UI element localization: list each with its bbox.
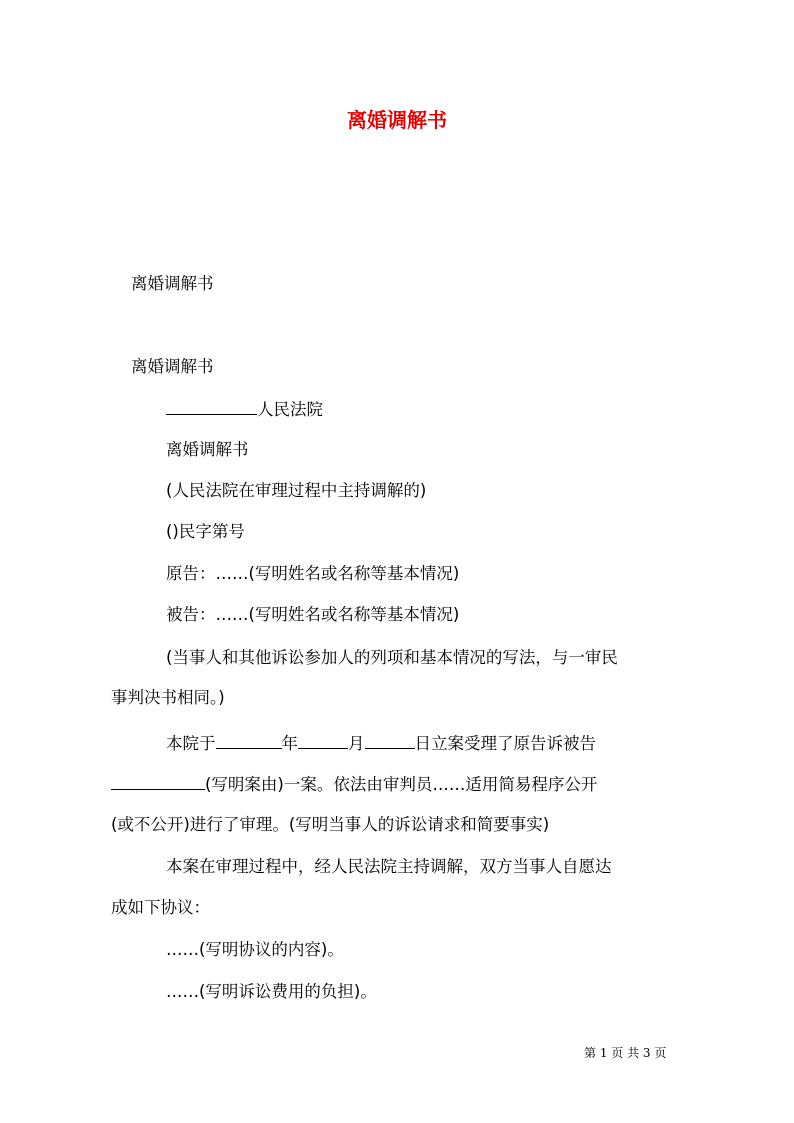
costs-line: ……(写明诉讼费用的负担)。 xyxy=(166,982,377,1001)
heading-1: 离婚调解书 xyxy=(131,274,214,293)
court-line xyxy=(166,399,323,420)
note-line-2: 事判决书相同。) xyxy=(111,688,225,707)
court-name-blank xyxy=(166,399,257,415)
subtitle: (人民法院在审理过程中主持调解的) xyxy=(166,481,427,500)
heading-2: 离婚调解书 xyxy=(131,357,214,376)
paragraph-1-line-1 xyxy=(166,733,596,754)
paragraph-2-line-2: 成如下协议： xyxy=(111,898,210,917)
p1-text-c: 月 xyxy=(348,734,365,753)
month-blank xyxy=(298,733,348,749)
agreement-line: ……(写明协议的内容)。 xyxy=(166,940,344,959)
p1-text-a: 本院于 xyxy=(166,734,216,753)
court-suffix: 人民法院 xyxy=(257,400,323,419)
year-blank xyxy=(216,733,282,749)
p1-text-b: 年 xyxy=(281,734,298,753)
case-number: ()民字第号 xyxy=(166,522,245,541)
paragraph-2-line-1: 本案在审理过程中，经人民法院主持调解，双方当事人自愿达 xyxy=(166,857,612,876)
document-title: 离婚调解书 xyxy=(347,108,447,132)
defendant-name-blank xyxy=(111,774,205,790)
doc-name: 离婚调解书 xyxy=(166,440,249,459)
day-blank xyxy=(365,733,415,749)
plaintiff-line: 原告：……(写明姓名或名称等基本情况) xyxy=(166,564,460,583)
p1-text-d: 日立案受理了原告诉被告 xyxy=(414,734,596,753)
defendant-line: 被告：……(写明姓名或名称等基本情况) xyxy=(166,605,460,624)
paragraph-1-line-2 xyxy=(111,774,597,795)
note-line-1: (当事人和其他诉讼参加人的列项和基本情况的写法，与一审民 xyxy=(166,648,618,667)
p1-text-e: (写明案由)一案。依法由审判员……适用简易程序公开 xyxy=(205,775,598,794)
page-footer: 第 1 页 共 3 页 xyxy=(584,1046,667,1060)
paragraph-1-line-3: (或不公开)进行了审理。(写明当事人的诉讼请求和简要事实) xyxy=(111,815,550,834)
